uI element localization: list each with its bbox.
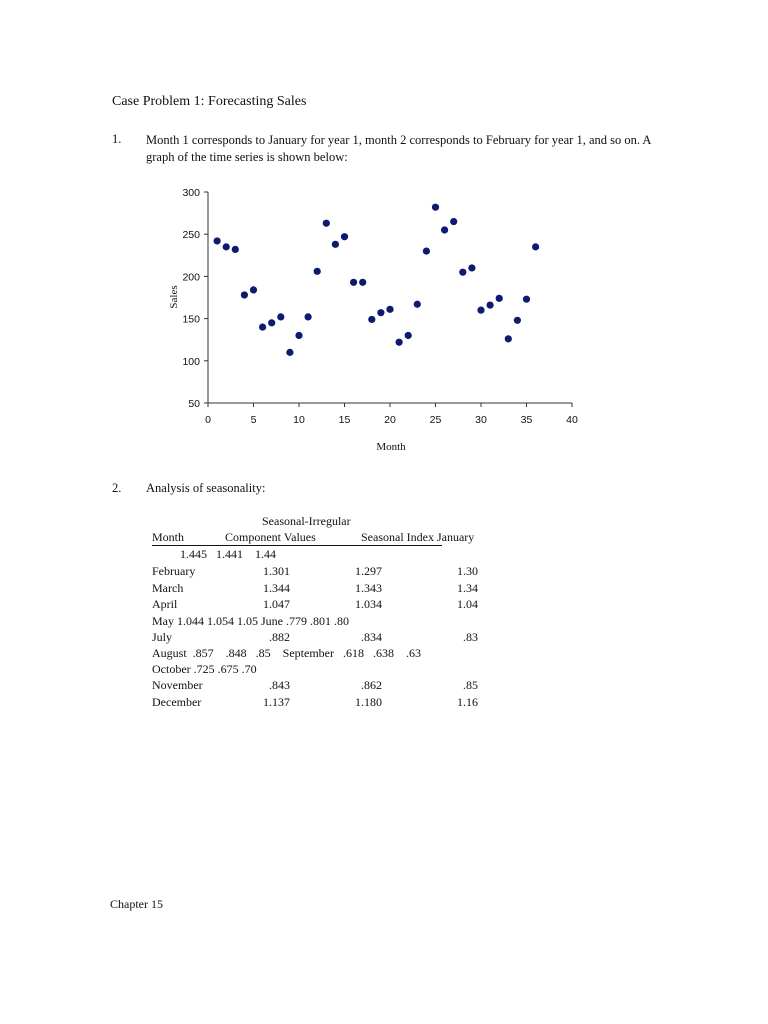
data-point [459,269,466,276]
data-point [423,247,430,254]
data-point [305,313,312,320]
header-component: Component Values [225,530,316,544]
row-value-2: 1.034 [355,597,382,611]
data-point [250,286,257,293]
row-month: February [152,564,196,578]
item-1-line-1: Month 1 corresponds to January for year 1, month 2 corresponds to February for year 1, and so on. A [146,133,652,147]
x-tick-label: 25 [429,414,442,426]
data-point [350,279,357,286]
row-value-2: .834 [361,630,382,644]
item-2-text: Analysis of seasonality: [146,481,266,495]
row-value-2: 1.297 [355,564,382,578]
data-point [368,316,375,323]
y-axis-title: Sales [168,285,180,309]
data-point [487,301,494,308]
row-value-1: 1.047 [263,597,290,611]
data-point [268,319,275,326]
row-index: .85 [463,678,478,692]
data-point [477,307,484,314]
may-june-line: May 1.044 1.054 1.05 June .779 .801 .80 [152,614,349,628]
data-point [441,226,448,233]
sales-scatter-plot [150,178,590,458]
row-value-2: .862 [361,678,382,692]
x-tick-label: 35 [520,414,533,426]
item-1-text [146,132,651,166]
x-tick-label: 5 [250,414,257,426]
case-title: Case Problem 1: Forecasting Sales [112,94,307,109]
data-point [396,339,403,346]
row-index: 1.16 [457,694,478,709]
row-value-1: .882 [269,630,290,644]
data-point [323,220,330,227]
sales-chart [150,178,590,463]
january-values: 1.445 1.441 1.44 [180,547,276,561]
row-index: .83 [463,630,478,644]
data-point [523,296,530,303]
y-tick-label: 150 [182,313,200,326]
table-header-seasonal: Seasonal-Irregular [262,514,351,528]
row-index: 1.30 [457,564,478,578]
row-month: March [152,580,184,595]
data-point [341,233,348,240]
data-point [232,246,239,253]
data-point [505,335,512,342]
x-tick-label: 20 [384,414,396,426]
data-point [314,268,321,275]
row-month: November [152,678,203,692]
data-point [514,317,521,324]
row-value-1: 1.137 [263,694,290,709]
item-2-number: 2. [112,481,122,495]
data-point [405,332,412,339]
header-month: Month [152,530,185,544]
data-point [241,291,248,298]
row-index: 1.04 [457,597,478,611]
data-point [286,349,293,356]
data-point [532,243,539,250]
row-value-2: 1.343 [355,580,382,595]
row-value-1: 1.301 [263,564,290,578]
data-point [468,264,475,271]
row-month: July [152,630,173,644]
y-tick-label: 250 [182,229,200,242]
data-point [259,323,266,330]
x-tick-label: 40 [566,414,578,426]
data-point [386,306,393,313]
data-point [496,295,503,302]
data-point [295,332,302,339]
row-month: December [152,694,202,709]
row-value-1: .843 [269,678,290,692]
x-tick-label: 15 [338,414,351,426]
y-tick-label: 300 [182,187,200,199]
y-tick-label: 200 [182,271,200,284]
item-1-number: 1. [112,132,122,146]
data-point [377,309,384,316]
data-point [450,218,457,225]
row-value-2: 1.180 [355,694,382,709]
header-index: Seasonal Index January [361,530,475,544]
october-line: October .725 .675 .70 [152,662,257,676]
data-point [332,241,339,248]
data-point [277,313,284,320]
x-tick-label: 30 [475,414,487,426]
data-point [414,301,421,308]
aug-sep-line: August .857 .848 .85 September .618 .638 .63 [152,646,421,660]
row-month: April [152,597,178,611]
x-tick-label: 10 [293,414,305,426]
x-tick-label: 0 [205,414,211,426]
item-1-line-2: graph of the time series is shown below: [146,150,348,164]
y-tick-label: 100 [182,355,200,368]
chapter-footer: Chapter 15 [110,897,163,911]
row-value-1: 1.344 [263,580,290,595]
data-point [223,243,230,250]
row-index: 1.34 [457,580,478,595]
y-tick-label: 50 [188,398,200,410]
data-point [359,279,366,286]
data-point [432,204,439,211]
data-point [214,237,221,244]
x-axis-title: Month [376,441,406,453]
